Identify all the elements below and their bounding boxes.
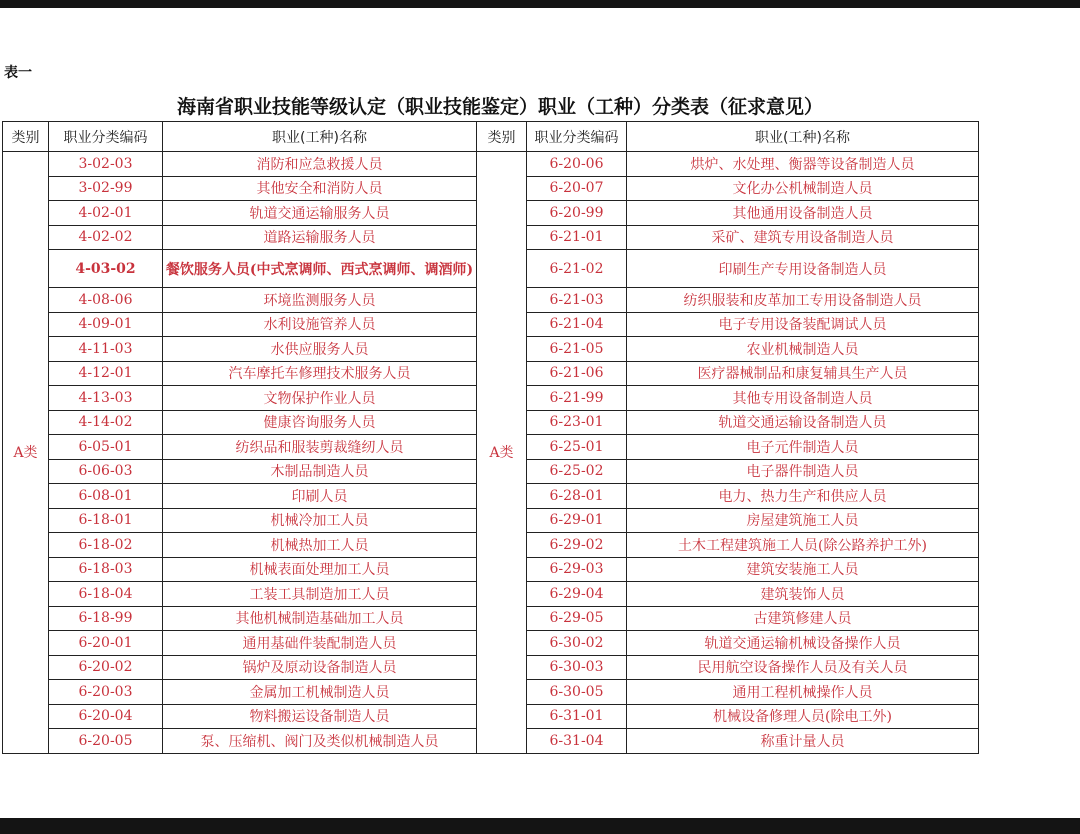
occupation-name-right: 采矿、建筑专用设备制造人员: [627, 225, 979, 250]
occupation-name-left: 泵、压缩机、阀门及类似机械制造人员: [163, 729, 477, 754]
scan-border-top: [0, 0, 1080, 8]
occupation-name-left: 汽车摩托车修理技术服务人员: [163, 361, 477, 386]
occupation-name-left: 道路运输服务人员: [163, 225, 477, 250]
occupation-name-left: 锅炉及原动设备制造人员: [163, 655, 477, 680]
occupation-name-left: 印刷人员: [163, 484, 477, 509]
occupation-code-right: 6-29-05: [527, 606, 627, 631]
occupation-name-left: 餐饮服务人员(中式烹调师、西式烹调师、调酒师): [163, 250, 477, 288]
occupation-name-left: 其他机械制造基础加工人员: [163, 606, 477, 631]
header-code-right: 职业分类编码: [527, 122, 627, 152]
header-category-left: 类别: [3, 122, 49, 152]
occupation-code-left: 6-18-04: [49, 582, 163, 607]
occupation-name-right: 房屋建筑施工人员: [627, 508, 979, 533]
occupation-code-right: 6-31-01: [527, 704, 627, 729]
occupation-name-right: 机械设备修理人员(除电工外): [627, 704, 979, 729]
occupation-code-left: 6-18-03: [49, 557, 163, 582]
occupation-name-left: 文物保护作业人员: [163, 386, 477, 411]
occupation-name-right: 土木工程建筑施工人员(除公路养护工外): [627, 533, 979, 558]
table-body: [3, 152, 979, 754]
occupation-code-right: 6-30-02: [527, 631, 627, 656]
occupation-code-right: 6-29-04: [527, 582, 627, 607]
occupation-code-left: 4-11-03: [49, 337, 163, 362]
occupation-name-left: 通用基础件装配制造人员: [163, 631, 477, 656]
occupation-name-left: 木制品制造人员: [163, 459, 477, 484]
occupation-code-left: 4-09-01: [49, 312, 163, 337]
occupation-code-right: 6-21-01: [527, 225, 627, 250]
occupation-name-right: 轨道交通运输设备制造人员: [627, 410, 979, 435]
occupation-code-left: 6-06-03: [49, 459, 163, 484]
occupation-name-right: 民用航空设备操作人员及有关人员: [627, 655, 979, 680]
occupation-code-left: 4-02-02: [49, 225, 163, 250]
occupation-name-right: 文化办公机械制造人员: [627, 176, 979, 201]
occupation-name-right: 建筑安装施工人员: [627, 557, 979, 582]
occupation-name-right: 烘炉、水处理、衡器等设备制造人员: [627, 152, 979, 177]
occupation-name-right: 称重计量人员: [627, 729, 979, 754]
occupation-name-left: 其他安全和消防人员: [163, 176, 477, 201]
occupation-name-left: 物料搬运设备制造人员: [163, 704, 477, 729]
occupation-name-right: 古建筑修建人员: [627, 606, 979, 631]
occupation-code-left: 6-18-99: [49, 606, 163, 631]
occupation-code-left: 4-03-02: [49, 250, 163, 288]
occupation-name-right: 印刷生产专用设备制造人员: [627, 250, 979, 288]
occupation-code-left: 3-02-99: [49, 176, 163, 201]
occupation-code-right: 6-28-01: [527, 484, 627, 509]
occupation-name-right: 通用工程机械操作人员: [627, 680, 979, 705]
occupation-name-right: 轨道交通运输机械设备操作人员: [627, 631, 979, 656]
occupation-code-left: 6-20-03: [49, 680, 163, 705]
occupation-code-left: 4-13-03: [49, 386, 163, 411]
sheet-label: 表一: [4, 65, 32, 81]
occupation-code-right: 6-29-02: [527, 533, 627, 558]
occupation-name-left: 消防和应急救援人员: [163, 152, 477, 177]
header-name-right: 职业(工种)名称: [627, 122, 979, 152]
occupation-code-right: 6-21-99: [527, 386, 627, 411]
occupation-name-left: 轨道交通运输服务人员: [163, 201, 477, 226]
occupation-code-right: 6-25-02: [527, 459, 627, 484]
occupation-code-left: 3-02-03: [49, 152, 163, 177]
header-name-left: 职业(工种)名称: [163, 122, 477, 152]
occupation-code-right: 6-30-03: [527, 655, 627, 680]
occupation-code-right: 6-21-02: [527, 250, 627, 288]
header-code-left: 职业分类编码: [49, 122, 163, 152]
occupation-code-left: 4-12-01: [49, 361, 163, 386]
occupation-name-left: 环境监测服务人员: [163, 288, 477, 313]
occupation-name-left: 纺织品和服装剪裁缝纫人员: [163, 435, 477, 460]
occupation-name-left: 机械表面处理加工人员: [163, 557, 477, 582]
occupation-code-left: 6-20-05: [49, 729, 163, 754]
occupation-code-left: 6-20-02: [49, 655, 163, 680]
occupation-code-right: 6-21-06: [527, 361, 627, 386]
occupation-name-left: 水利设施管养人员: [163, 312, 477, 337]
occupation-name-left: 机械热加工人员: [163, 533, 477, 558]
occupation-name-right: 纺织服装和皮革加工专用设备制造人员: [627, 288, 979, 313]
occupation-name-right: 其他通用设备制造人员: [627, 201, 979, 226]
occupation-code-right: 6-29-01: [527, 508, 627, 533]
occupation-code-right: 6-29-03: [527, 557, 627, 582]
occupation-table: [2, 121, 979, 754]
occupation-code-left: 4-14-02: [49, 410, 163, 435]
occupation-code-right: 6-30-05: [527, 680, 627, 705]
table-row: [3, 152, 979, 177]
occupation-code-left: 6-08-01: [49, 484, 163, 509]
occupation-code-left: 6-20-04: [49, 704, 163, 729]
occupation-code-right: 6-25-01: [527, 435, 627, 460]
occupation-code-left: 4-08-06: [49, 288, 163, 313]
occupation-name-right: 电子器件制造人员: [627, 459, 979, 484]
occupation-name-left: 金属加工机械制造人员: [163, 680, 477, 705]
occupation-code-right: 6-21-04: [527, 312, 627, 337]
occupation-code-left: 6-05-01: [49, 435, 163, 460]
occupation-code-right: 6-20-99: [527, 201, 627, 226]
occupation-code-right: 6-31-04: [527, 729, 627, 754]
category-cell-left: A类: [3, 152, 49, 754]
occupation-name-left: 机械冷加工人员: [163, 508, 477, 533]
occupation-name-right: 农业机械制造人员: [627, 337, 979, 362]
category-cell-right: A类: [477, 152, 527, 754]
occupation-name-right: 建筑装饰人员: [627, 582, 979, 607]
occupation-name-right: 医疗器械制品和康复辅具生产人员: [627, 361, 979, 386]
occupation-code-right: 6-21-05: [527, 337, 627, 362]
occupation-code-right: 6-20-06: [527, 152, 627, 177]
occupation-code-left: 6-18-01: [49, 508, 163, 533]
occupation-name-left: 健康咨询服务人员: [163, 410, 477, 435]
occupation-name-left: 工装工具制造加工人员: [163, 582, 477, 607]
header-category-right: 类别: [477, 122, 527, 152]
occupation-name-right: 电子专用设备装配调试人员: [627, 312, 979, 337]
occupation-name-right: 电力、热力生产和供应人员: [627, 484, 979, 509]
occupation-code-left: 6-18-02: [49, 533, 163, 558]
occupation-name-right: 其他专用设备制造人员: [627, 386, 979, 411]
table-header-row: [3, 122, 979, 152]
occupation-name-left: 水供应服务人员: [163, 337, 477, 362]
occupation-code-right: 6-20-07: [527, 176, 627, 201]
occupation-code-left: 4-02-01: [49, 201, 163, 226]
occupation-code-right: 6-23-01: [527, 410, 627, 435]
occupation-code-right: 6-21-03: [527, 288, 627, 313]
occupation-name-right: 电子元件制造人员: [627, 435, 979, 460]
scan-border-bottom: [0, 818, 1080, 834]
occupation-code-left: 6-20-01: [49, 631, 163, 656]
document-title: 海南省职业技能等级认定（职业技能鉴定）职业（工种）分类表（征求意见）: [176, 96, 823, 118]
